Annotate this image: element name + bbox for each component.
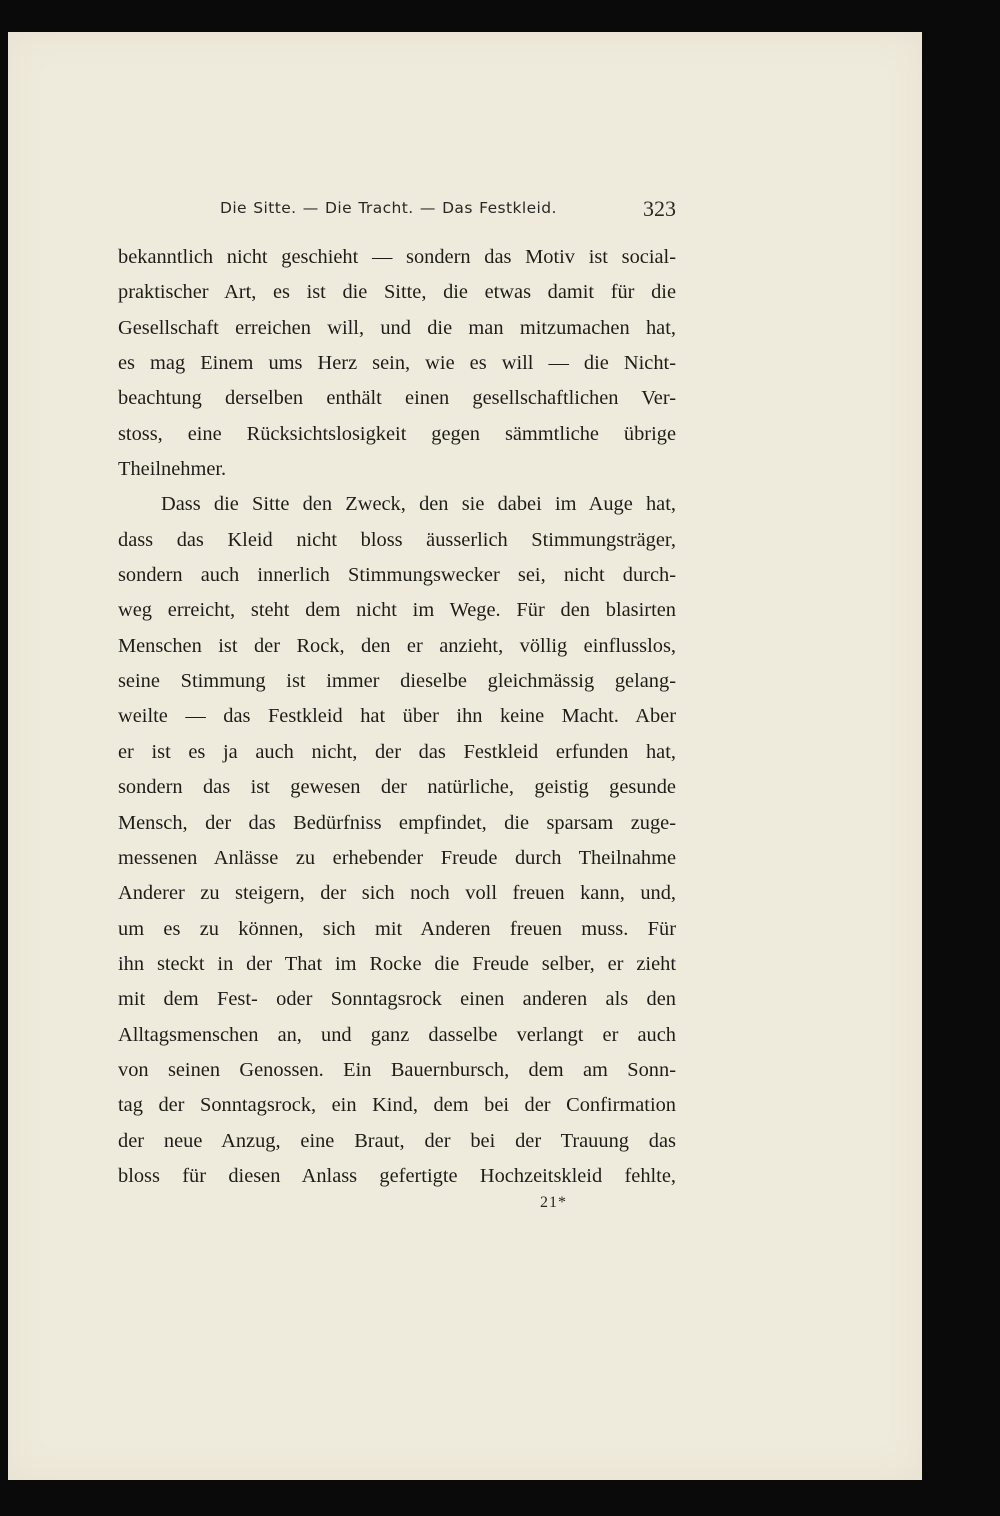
text-line: von seinen Genossen. Ein Bauernbursch, dem am Sonn- [118,1058,676,1081]
text-line: sondern auch innerlich Stimmungswecker sei, nicht durch- [118,564,676,587]
text-line: praktischer Art, es ist die Sitte, die etwas damit für die [118,281,676,304]
text-line: Mensch, der das Bedürfniss empfindet, die sparsam zuge- [118,811,676,834]
body-text [118,240,676,1194]
text-line: weilte — das Festkleid hat über ihn keine Macht. Aber [118,705,676,728]
text-line: Menschen ist der Rock, den er anzieht, völlig einflusslos, [118,634,676,657]
text-line: seine Stimmung ist immer dieselbe gleichmässig gelang- [118,670,676,693]
running-title: Die Sitte. — Die Tracht. — Das Festkleid. [220,199,557,217]
text-line: der neue Anzug, eine Braut, der bei der Trauung das [118,1129,676,1152]
text-line: Dass die Sitte den Zweck, den sie dabei im Auge hat, [161,493,676,516]
text-line: stoss, eine Rücksichtslosigkeit gegen sämmtliche übrige [118,422,676,445]
page-header [118,196,678,223]
signature-mark: 21* [540,1194,567,1211]
page-number: 323 [643,196,676,221]
text-line: bekanntlich nicht geschieht — sondern das Motiv ist social- [118,246,676,268]
text-line: Alltagsmenschen an, und ganz dasselbe verlangt er auch [118,1023,676,1046]
text-line: ihn steckt in der That im Rocke die Freude selber, er zieht [118,952,676,975]
text-line: es mag Einem ums Herz sein, wie es will — die Nicht- [118,352,676,375]
text-line: messenen Anlässe zu erhebender Freude durch Theilnahme [118,846,676,869]
text-line: beachtung derselben enthält einen gesellschaftlichen Ver- [118,387,676,410]
text-line: er ist es ja auch nicht, der das Festkleid erfunden hat, [118,740,676,763]
text-line: sondern das ist gewesen der natürliche, geistig gesunde [118,776,676,799]
text-line: Theilnehmer. [118,458,227,481]
text-line: um es zu können, sich mit Anderen freuen muss. Für [118,917,676,940]
text-line: mit dem Fest- oder Sonntagsrock einen anderen als den [118,988,676,1011]
text-line: Gesellschaft erreichen will, und die man mitzumachen hat, [118,316,676,339]
text-line: bloss für diesen Anlass gefertigte Hochzeitskleid fehlte, [118,1164,676,1187]
text-line: tag der Sonntagsrock, ein Kind, dem bei der Confirmation [118,1094,676,1117]
text-line: weg erreicht, steht dem nicht im Wege. Für den blasirten [118,599,676,622]
text-line: dass das Kleid nicht bloss äusserlich Stimmungsträger, [118,528,676,551]
text-line: Anderer zu steigern, der sich noch voll freuen kann, und, [118,882,676,905]
